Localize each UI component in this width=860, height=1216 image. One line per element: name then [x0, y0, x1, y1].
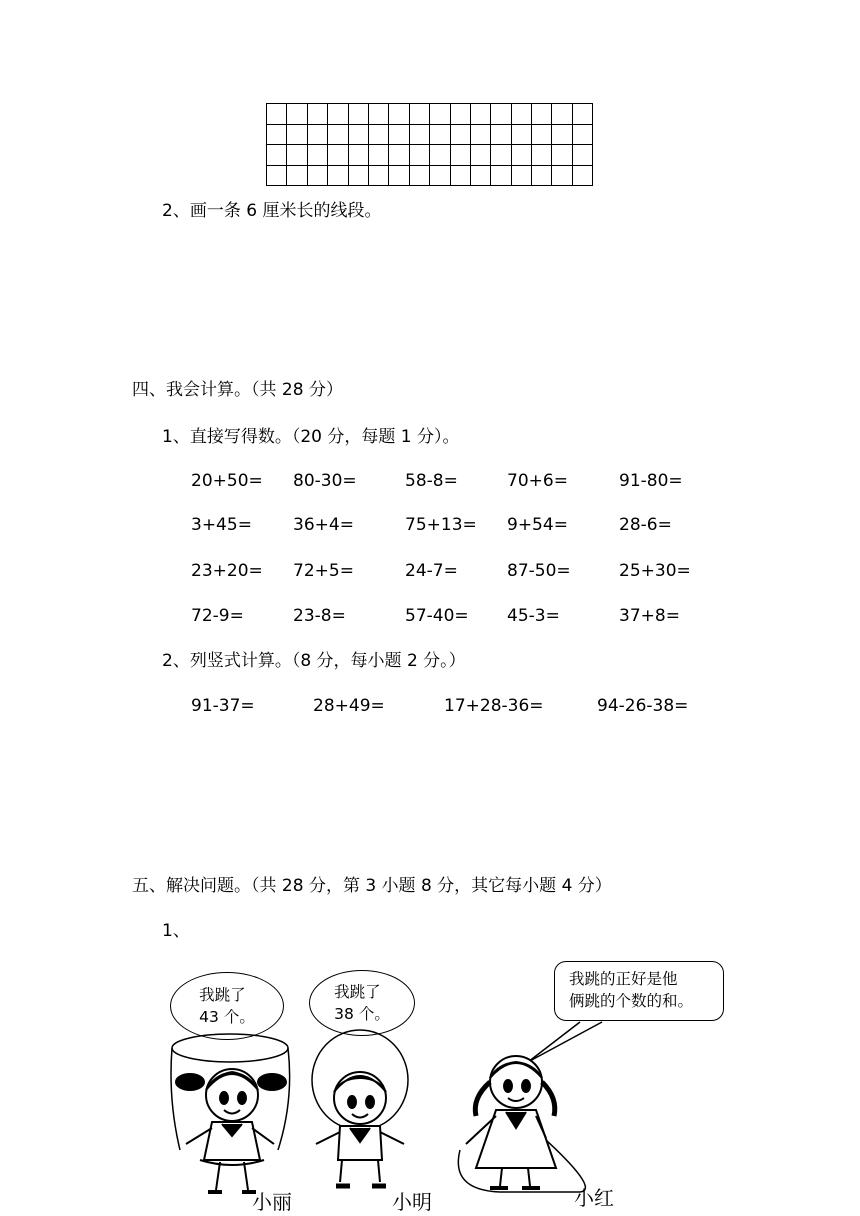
problem: 57-40=: [405, 606, 469, 626]
part-1-title: 1、直接写得数。（20 分，每题 1 分）。: [162, 427, 460, 447]
bubble-text: 我跳的正好是他: [569, 970, 678, 988]
vertical-problem: 94-26-38=: [597, 696, 689, 716]
problem: 70+6=: [507, 471, 568, 491]
writing-grid: [266, 103, 593, 186]
problem: 20+50=: [191, 471, 263, 491]
problem: 91-80=: [619, 471, 683, 491]
speech-bubble-xiaohong: [554, 961, 724, 1021]
problem: 24-7=: [405, 561, 458, 581]
problem: 75+13=: [405, 515, 477, 535]
question-2-text: 2、画一条 6 厘米长的线段。: [162, 201, 382, 221]
problem: 25+30=: [619, 561, 691, 581]
section-4-title: 四、我会计算。（共 28 分）: [132, 380, 343, 400]
bubble-text: 38 个。: [334, 1005, 390, 1023]
problem: 37+8=: [619, 606, 680, 626]
problem: 72-9=: [191, 606, 244, 626]
vertical-problem: 28+49=: [313, 696, 385, 716]
problem: 9+54=: [507, 515, 568, 535]
name-label-xiaoli: 小丽: [252, 1190, 292, 1214]
children-drawing: [160, 1020, 760, 1216]
problem: 3+45=: [191, 515, 252, 535]
problem: 23+20=: [191, 561, 263, 581]
bubble-text: 我跳了: [334, 983, 381, 1001]
problem: 28-6=: [619, 515, 672, 535]
problem: 58-8=: [405, 471, 458, 491]
name-label-xiaohong: 小红: [574, 1186, 614, 1210]
question-1-label: 1、: [162, 921, 190, 941]
bubble-text: 俩跳的个数的和。: [569, 992, 694, 1010]
bubble-text: 我跳了: [199, 986, 246, 1004]
problem: 23-8=: [293, 606, 346, 626]
girl-figure-icon: [458, 1056, 585, 1192]
vertical-problem: 91-37=: [191, 696, 255, 716]
problem: 36+4=: [293, 515, 354, 535]
girl-figure-icon: [171, 1034, 290, 1192]
section-5-title: 五、解决问题。（共 28 分，第 3 小题 8 分，其它每小题 4 分）: [132, 876, 612, 896]
problem: 72+5=: [293, 561, 354, 581]
part-2-title: 2、列竖式计算。（8 分，每小题 2 分。）: [162, 651, 466, 671]
bubble-text: 43 个。: [199, 1008, 255, 1026]
vertical-problem: 17+28-36=: [444, 696, 544, 716]
problem: 45-3=: [507, 606, 560, 626]
name-label-xiaoming: 小明: [392, 1190, 432, 1214]
boy-figure-icon: [312, 1030, 408, 1186]
problem: 87-50=: [507, 561, 571, 581]
problem: 80-30=: [293, 471, 357, 491]
